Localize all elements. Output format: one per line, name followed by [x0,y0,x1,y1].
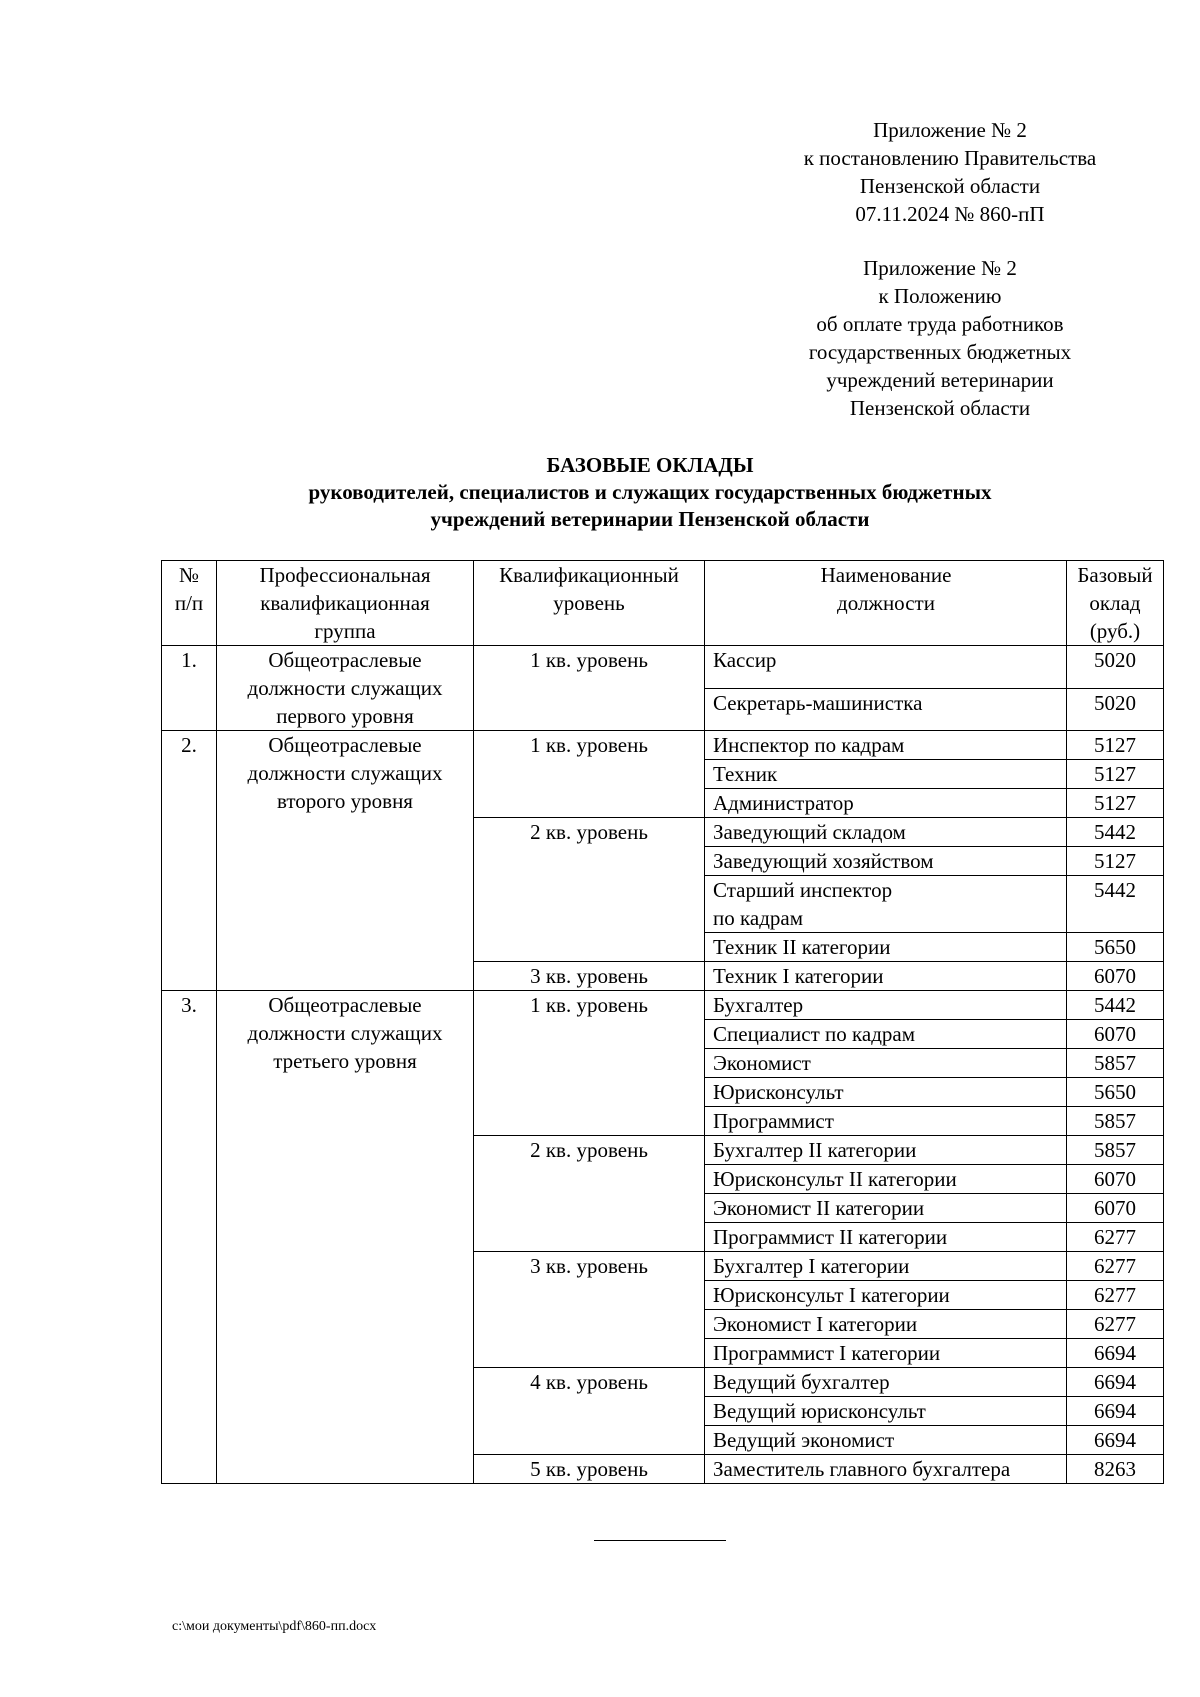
position-line: Специалист по кадрам [713,1022,916,1046]
base-salary: 5127 [1067,847,1164,876]
position-name [705,688,1067,731]
position-name [705,847,1067,876]
base-salary: 6070 [1067,962,1164,991]
position-name [705,760,1067,789]
title-line-1: БАЗОВЫЕ ОКЛАДЫ [546,453,754,477]
position-line: Программист I категории [713,1341,941,1365]
position-line: Инспектор по кадрам [713,733,905,757]
base-salary: 6070 [1067,1020,1164,1049]
position-line: Экономист [713,1051,811,1075]
group-number: 1. [162,646,217,731]
header-num-line: № [178,563,200,587]
position-name [705,1049,1067,1078]
header-num [162,561,217,646]
position-name [705,646,1067,689]
base-salary: 6277 [1067,1281,1164,1310]
header-position [705,561,1067,646]
base-salary: 5442 [1067,818,1164,847]
base-salary: 6694 [1067,1368,1164,1397]
position-name [705,789,1067,818]
position-name [705,1368,1067,1397]
position-line: Бухгалтер [713,993,804,1017]
position-line: Секретарь-машинистка [713,690,923,715]
header-group-line: группа [314,619,376,643]
position-name [705,991,1067,1020]
base-salary: 5020 [1067,688,1164,731]
header-position-line: Наименование [820,563,952,587]
table-row [162,646,1164,689]
header-num-line: п/п [174,591,204,615]
footer-file-path: c:\мои документы\pdf\860-пп.docx [172,1619,377,1634]
group-name-line: должности служащих [247,761,443,785]
position-line: Заведующий складом [713,820,906,844]
base-salary: 5857 [1067,1049,1164,1078]
appendix-1-line: к постановлению Правительства [803,146,1097,170]
header-salary-line: Базовый [1077,563,1153,587]
header-group [217,561,474,646]
position-line: Ведущий бухгалтер [713,1370,890,1394]
base-salary: 5650 [1067,1078,1164,1107]
base-salary: 6070 [1067,1165,1164,1194]
qualification-level: 3 кв. уровень [474,962,705,991]
position-line: Программист [713,1109,834,1133]
header-group-line: квалификационная [260,591,430,615]
group-number: 2. [162,731,217,991]
qualification-group [217,731,474,991]
header-position-line: должности [837,591,935,615]
position-name [705,1165,1067,1194]
position-name [705,1078,1067,1107]
header-salary-line: оклад [1089,591,1141,615]
position-line: Заведующий хозяйством [713,849,934,873]
position-name [705,1310,1067,1339]
appendix-1-line: Пензенской области [859,174,1041,198]
base-salary: 5127 [1067,760,1164,789]
position-line: Техник II категории [713,935,891,959]
salary-table [161,560,1164,1484]
header-level-line: Квалификационный [499,563,679,587]
position-name [705,1223,1067,1252]
appendix-1-line: 07.11.2024 № 860-пП [855,202,1045,226]
position-name [705,933,1067,962]
position-line: Юрисконсульт [713,1080,844,1104]
position-line: Ведущий юрисконсульт [713,1399,926,1423]
base-salary: 5127 [1067,789,1164,818]
group-name-line: Общеотраслевые [268,648,422,672]
base-salary: 5857 [1067,1107,1164,1136]
position-line: Юрисконсульт I категории [713,1283,950,1307]
base-salary: 5127 [1067,731,1164,760]
position-name [705,1194,1067,1223]
position-name [705,1397,1067,1426]
base-salary: 6694 [1067,1426,1164,1455]
qualification-group [217,991,474,1484]
position-name [705,1339,1067,1368]
position-name [705,1281,1067,1310]
base-salary: 5020 [1067,646,1164,689]
position-line: по кадрам [713,906,803,930]
position-name [705,962,1067,991]
base-salary: 6277 [1067,1310,1164,1339]
group-name-line: Общеотраслевые [268,733,422,757]
base-salary: 5442 [1067,991,1164,1020]
base-salary: 5442 [1067,876,1164,933]
appendix-regulation [730,254,1150,422]
position-name [705,1426,1067,1455]
header-level-line: уровень [553,591,625,615]
qualification-level: 5 кв. уровень [474,1455,705,1484]
title-line-3: учреждений ветеринарии Пензенской области [430,507,870,531]
position-line: Старший инспектор [713,878,893,902]
header-group-line: Профессиональная [259,563,431,587]
position-name [705,876,1067,933]
position-line: Ведущий экономист [713,1428,895,1452]
base-salary: 6070 [1067,1194,1164,1223]
position-name [705,1020,1067,1049]
group-name-line: второго уровня [277,789,413,813]
position-line: Программист II категории [713,1225,948,1249]
header-level [474,561,705,646]
appendix-2-line: Пензенской области [849,396,1031,420]
position-name [705,818,1067,847]
appendix-2-line: Приложение № 2 [863,256,1017,280]
qualification-group [217,646,474,731]
position-line: Заместитель главного бухгалтера [713,1457,1011,1481]
base-salary: 6277 [1067,1252,1164,1281]
qualification-level: 1 кв. уровень [474,991,705,1136]
table-row [162,731,1164,760]
base-salary: 6694 [1067,1339,1164,1368]
qualification-level: 3 кв. уровень [474,1252,705,1368]
group-name-line: первого уровня [276,704,414,728]
qualification-level: 4 кв. уровень [474,1368,705,1455]
base-salary: 6277 [1067,1223,1164,1252]
header-salary [1067,561,1164,646]
table-header-row [162,561,1164,646]
base-salary: 8263 [1067,1455,1164,1484]
base-salary: 6694 [1067,1397,1164,1426]
title-line-2: руководителей, специалистов и служащих государственных бюджетных [308,480,992,504]
group-name-line: третьего уровня [273,1049,417,1073]
appendix-2-line: государственных бюджетных [808,340,1072,364]
appendix-2-line: об оплате труда работников [816,312,1064,336]
appendix-1-line: Приложение № 2 [873,118,1027,142]
appendix-2-line: учреждений ветеринарии [826,368,1054,392]
group-name-line: должности служащих [247,676,443,700]
appendix-2-line: к Положению [878,284,1002,308]
position-line: Техник [713,762,778,786]
base-salary: 5857 [1067,1136,1164,1165]
position-line: Юрисконсульт II категории [713,1167,957,1191]
qualification-level: 2 кв. уровень [474,818,705,962]
position-line: Администратор [713,791,854,815]
header-salary-line: (руб.) [1089,619,1141,643]
group-name-line: должности служащих [247,1021,443,1045]
base-salary: 5650 [1067,933,1164,962]
table-row [162,991,1164,1020]
qualification-level: 1 кв. уровень [474,731,705,818]
group-name-line: Общеотраслевые [268,993,422,1017]
position-name [705,1107,1067,1136]
appendix-government-decree [740,116,1160,228]
end-separator-line [594,1540,726,1541]
position-line: Техник I категории [713,964,884,988]
position-name [705,1455,1067,1484]
position-line: Экономист I категории [713,1312,918,1336]
position-line: Кассир [713,648,777,672]
position-line: Бухгалтер I категории [713,1254,910,1278]
position-name [705,1136,1067,1165]
position-name [705,1252,1067,1281]
position-line: Экономист II категории [713,1196,925,1220]
position-line: Бухгалтер II категории [713,1138,917,1162]
group-number: 3. [162,991,217,1484]
document-title [160,452,1140,533]
qualification-level: 2 кв. уровень [474,1136,705,1252]
position-name [705,731,1067,760]
qualification-level: 1 кв. уровень [474,646,705,731]
